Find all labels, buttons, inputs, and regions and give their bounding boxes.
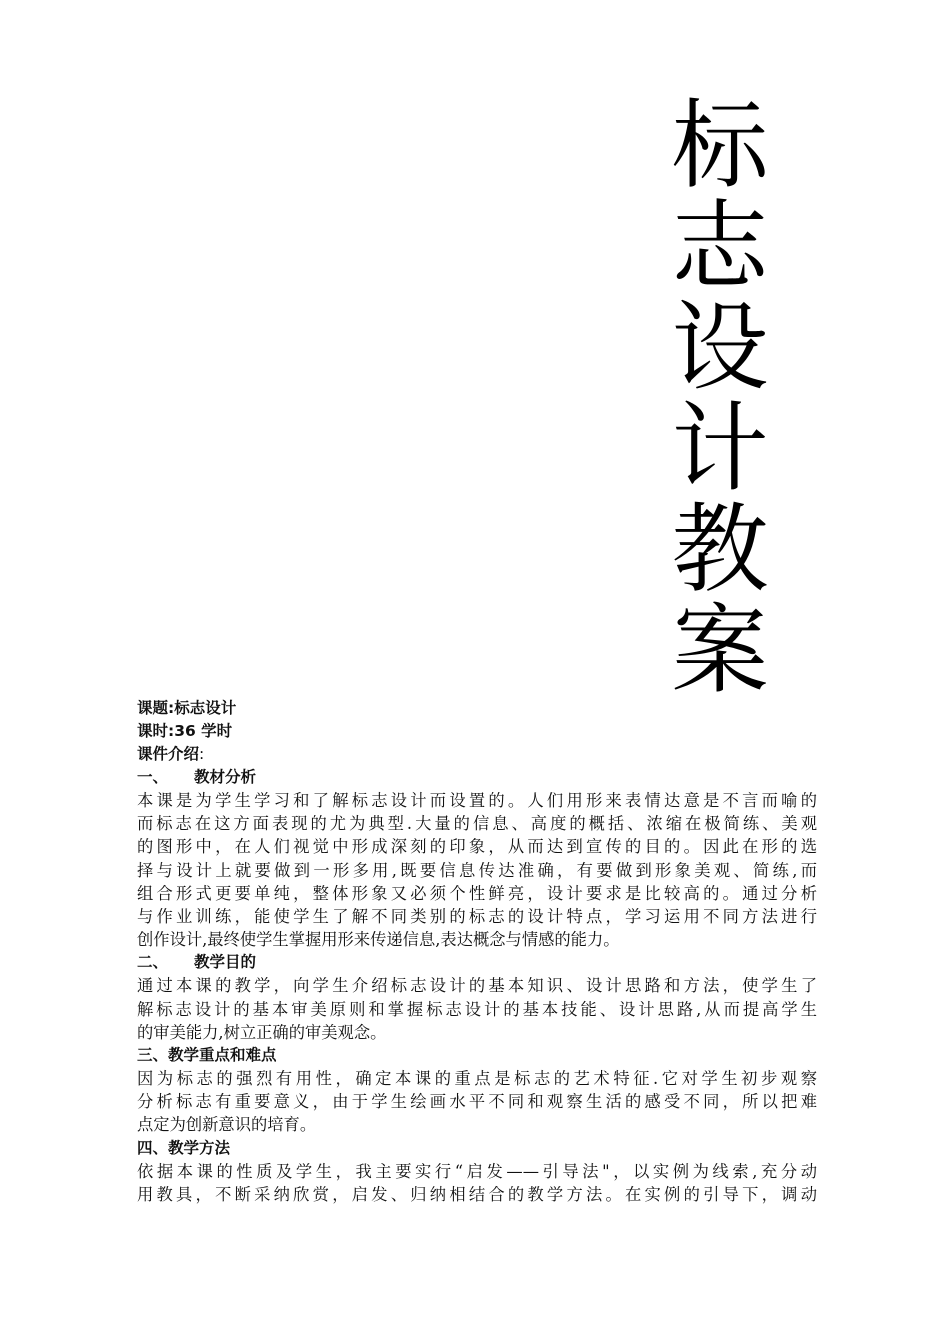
paragraph-line: 的审美能力,树立正确的审美观念。 bbox=[137, 1022, 387, 1042]
paragraph-line: 组合形式更要单纯，整体形象又必须个性鲜亮，设计要求是比较高的。通过分析 bbox=[137, 883, 817, 903]
topic-value: 标志设计 bbox=[174, 699, 237, 717]
section-number: 一、 bbox=[137, 768, 169, 786]
intro-label: 课件介绍 bbox=[137, 745, 200, 763]
section-paragraph bbox=[137, 974, 817, 1044]
paragraph-line: 依据本课的性质及学生，我主要实行“启发——引导法"，以实例为线索,充分动 bbox=[137, 1161, 817, 1181]
paragraph-line: 择与设计上就要做到一形多用,既要信息传达准确，有要做到形象美观、简练,而 bbox=[137, 860, 817, 880]
document-body bbox=[137, 697, 817, 1206]
section-title: 教学方法 bbox=[168, 1138, 231, 1157]
paragraph-line: 解标志设计的基本审美原则和掌握标志设计的基本技能、设计思路,从而提高学生 bbox=[137, 999, 817, 1019]
paragraph-line: 创作设计,最终使学生掌握用形来传递信息,表达概念与情感的能力。 bbox=[137, 930, 620, 950]
hours-label: 课时: bbox=[137, 722, 175, 740]
paragraph-line: 通过本课的教学，向学生介绍标志设计的基本知识、设计思路和方法，使学生了 bbox=[137, 976, 817, 996]
hours-value: 36 学时 bbox=[174, 722, 233, 740]
paragraph-line: 用教具，不断采纳欣赏，启发、归纳相结合的教学方法。在实例的引导下，调动 bbox=[137, 1184, 817, 1204]
section-number: 三、 bbox=[137, 1046, 169, 1065]
section-paragraph bbox=[137, 1160, 817, 1206]
section-heading bbox=[137, 1137, 817, 1160]
title-char: 标 bbox=[671, 89, 769, 202]
title-char: 教 bbox=[671, 493, 769, 606]
paragraph-line: 分析标志有重要意义，由于学生绘画水平不同和观察生活的感受不同，所以把难 bbox=[137, 1092, 817, 1112]
section-title: 教学重点和难点 bbox=[168, 1046, 277, 1065]
paragraph-line: 而标志在这方面表现的尤为典型.大量的信息、高度的概括、浓缩在极简练、美观 bbox=[137, 814, 817, 834]
section-number: 二、 bbox=[137, 953, 169, 972]
document-title bbox=[660, 89, 780, 707]
paragraph-line: 与作业训练，能使学生了解不同类别的标志的设计特点，学习运用不同方法进行 bbox=[137, 907, 817, 927]
section-paragraph bbox=[137, 1067, 817, 1137]
section-title: 教材分析 bbox=[194, 768, 257, 786]
section-heading bbox=[137, 1044, 817, 1067]
topic-line bbox=[137, 697, 817, 720]
topic-label: 课题: bbox=[137, 699, 175, 717]
section-heading bbox=[137, 951, 817, 974]
title-char: 案 bbox=[671, 594, 769, 707]
intro-colon: : bbox=[199, 745, 205, 763]
section-heading bbox=[137, 766, 817, 789]
paragraph-line: 本课是为学生学习和了解标志设计而设置的。人们用形来表情达意是不言而喻的 bbox=[137, 791, 817, 810]
paragraph-line: 的图形中，在人们视觉中形成深刻的印象，从而达到宣传的目的。因此在形的选 bbox=[137, 837, 817, 857]
paragraph-line: 点定为创新意识的培育。 bbox=[137, 1115, 317, 1135]
title-char: 志 bbox=[671, 190, 769, 303]
section-number: 四、 bbox=[137, 1138, 169, 1157]
section-title: 教学目的 bbox=[194, 953, 257, 972]
intro-line bbox=[137, 743, 817, 766]
title-char: 设 bbox=[671, 291, 769, 404]
hours-line bbox=[137, 720, 817, 743]
title-char: 计 bbox=[671, 392, 769, 505]
section-paragraph bbox=[137, 789, 817, 951]
paragraph-line: 因为标志的强烈有用性，确定本课的重点是标志的艺术特征.它对学生初步观察 bbox=[137, 1069, 817, 1089]
